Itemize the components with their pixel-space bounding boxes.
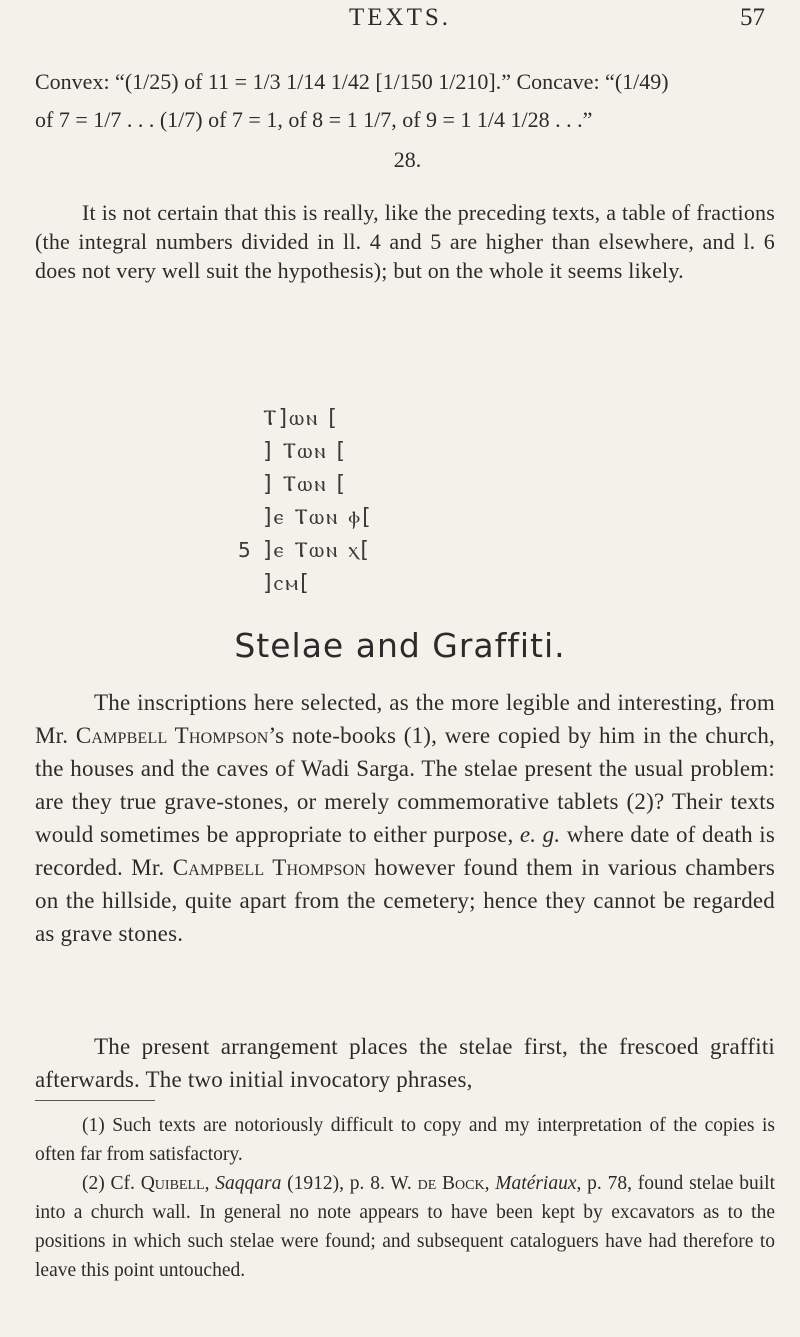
paragraph-arrangement: The present arrangement places the stelae first, the frescoed graffiti afterwards. The two initial invocatory phrases, [35,1034,775,1092]
coptic-line-text: ] Ⲧⲱⲛ [ [263,472,348,497]
running-head: TEXTS. [348,4,452,31]
text-run: , p. 78, found stelae built into a church wall. In general no note appears to have been kept by excavators as to the positions in which such stelae were found; and subsequent cataloguers have had therefore to leave this point untouched. [35,1173,776,1281]
fraction-formula-line-1: Convex: “(1/25) of 11 = 1/3 1/14 1/42 [1/150 1/210].” Concave: “(1/49) [35,69,669,94]
author-name: de Bock [417,1173,485,1194]
coptic-line [263,567,563,600]
text-run: where date of death is recorded. Mr. [35,822,775,880]
author-name: Campbell Thompson [75,723,269,748]
coptic-line-number: 5 [238,538,253,562]
coptic-inscription [238,402,563,600]
text-run: The inscriptions here selected, as the more legible and interesting, from Mr. [35,690,775,748]
fraction-formula-line-2: of 7 = 1/7 . . . (1/7) of 7 = 1, of 8 = 1 1/7, of 9 = 1 1/4 1/28 . . .” [35,107,593,132]
coptic-line-text: ]ⲉ Ⲧⲱⲛ ⲫ[ [263,505,373,530]
section-title: Stelae and Graffiti. [234,626,566,665]
text-run: however found them in various chambers on the hillside, quite apart from the cemetery; hence they cannot be regarded as grave stones. [35,855,775,946]
coptic-line-text: ]ⲉ Ⲧⲱⲛ ⲭ[ [263,538,372,563]
page-header [0,4,800,40]
footnote-2 [35,1169,775,1285]
text-run: , [484,1173,496,1194]
footnotes [35,1111,775,1285]
author-name: Campbell Thompson [172,855,367,880]
page-number: 57 [740,4,765,31]
coptic-line-text: ]ⲥⲙ[ [263,571,311,596]
text-run: ’s note-books (1), were copied by him in the church, the houses and the caves of Wadi Sarga. The stelae present the usual problem: are they true grave-stones, or merely commemorative tablets (2)? Their texts would sometimes be appropriate to either purpose, [35,723,775,847]
abbreviation: e. g. [519,822,561,847]
coptic-line-text: Ⲧ]ⲱⲛ [ [263,406,339,431]
footnote-1: (1) Such texts are notoriously difficult to copy and my interpretation of the copies is often far from satisfactory. [35,1115,775,1165]
coptic-line [263,435,563,468]
paragraph-commentary: It is not certain that this is really, like the preceding texts, a table of fractions (the integral numbers divided in ll. 4 and 5 are higher than elsewhere, and l. 6 does not very well suit the hypothesis); but on the whole it seems likely. [35,200,775,283]
coptic-line-text: ] Ⲧⲱⲛ [ [263,439,348,464]
book-title: Saqqara [215,1173,282,1194]
coptic-line [263,402,563,435]
fraction-formula-line-3: 28. [393,147,422,172]
footnote-divider [35,1100,155,1101]
text-run: (1912), p. 8. W. [281,1173,418,1194]
coptic-line [263,468,563,501]
author-name: Quibell [140,1173,205,1194]
text-run: (2) Cf. [82,1173,141,1194]
book-title: Matériaux [495,1173,577,1194]
coptic-line [238,534,563,567]
coptic-line [263,501,563,534]
paragraph-stelae-intro [35,686,775,950]
text-run: , [204,1173,216,1194]
